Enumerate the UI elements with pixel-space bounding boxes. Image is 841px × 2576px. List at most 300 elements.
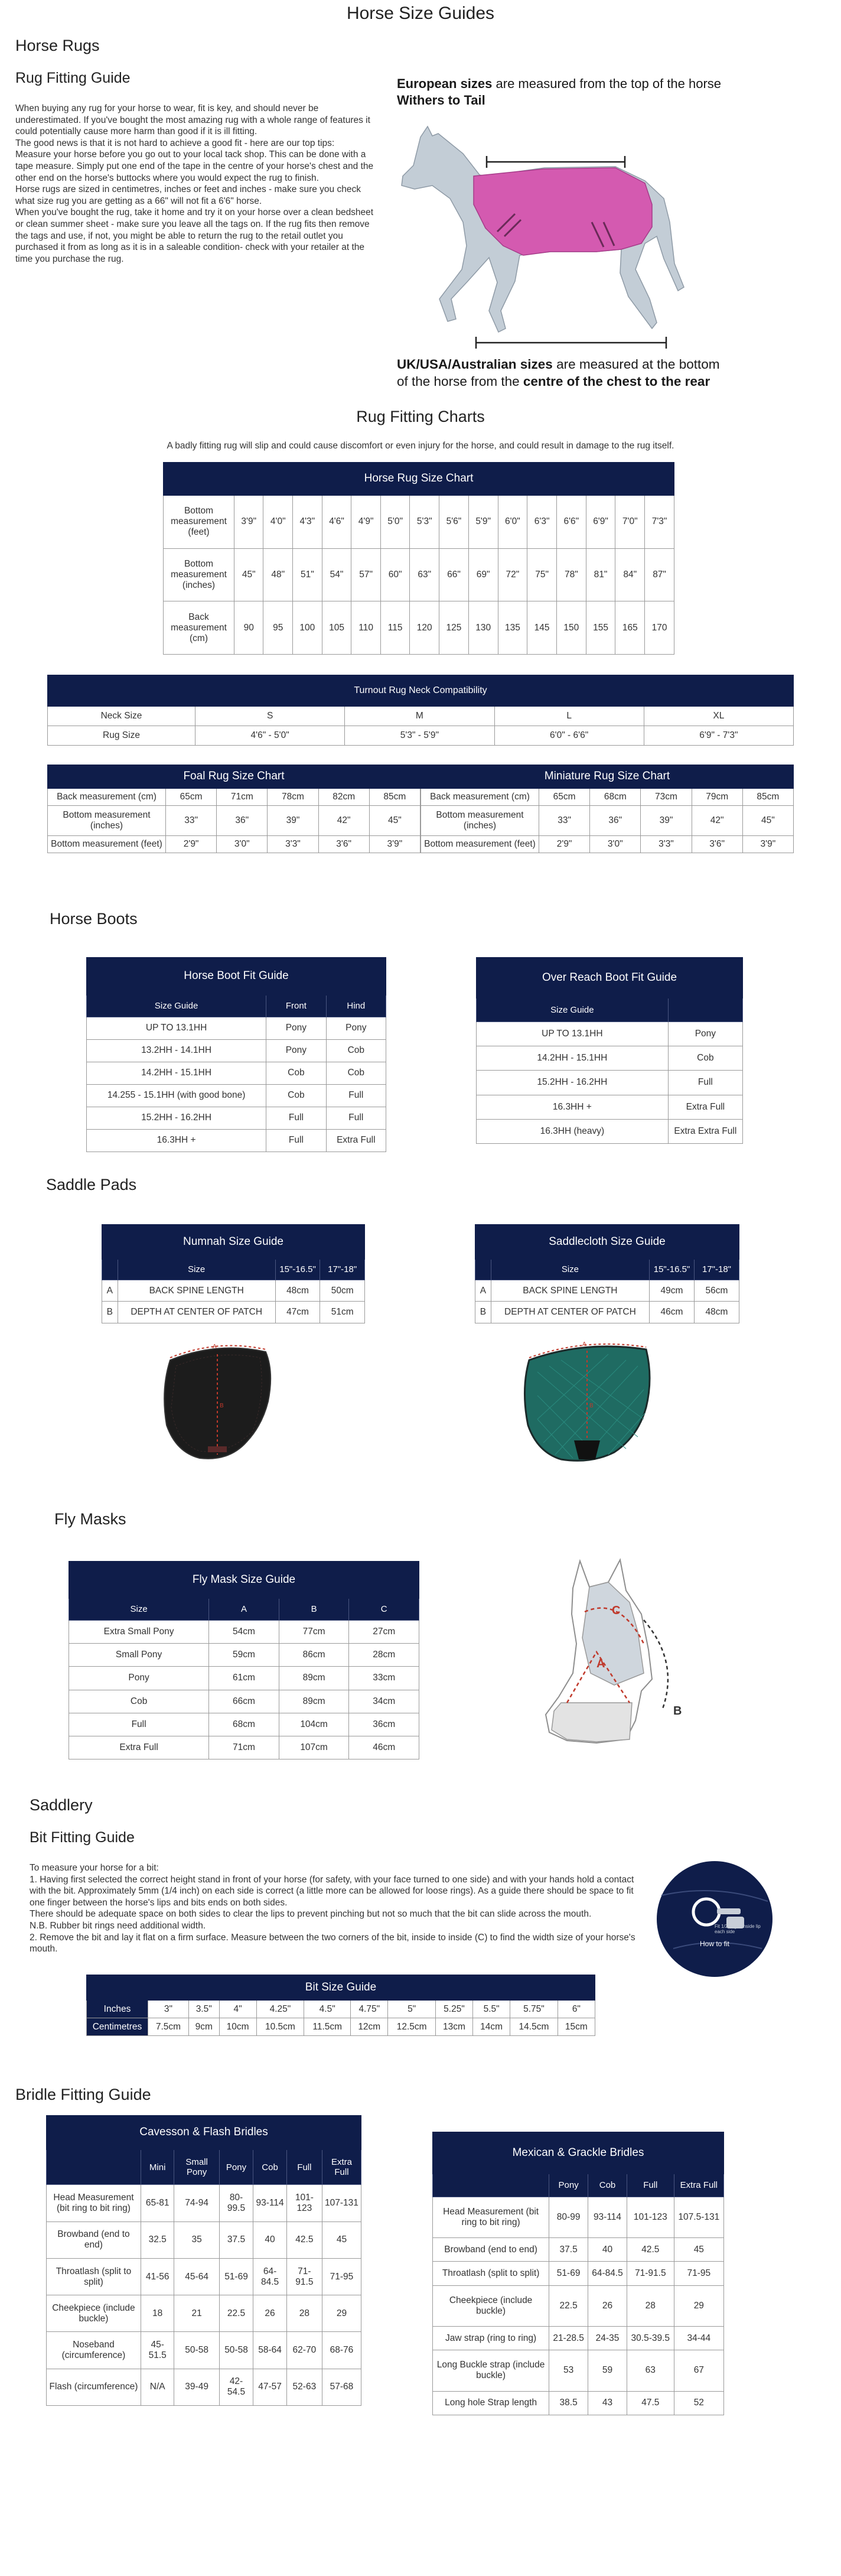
row-label: Bottom measurement (inches)	[421, 806, 539, 835]
row-label: Small Pony	[69, 1644, 209, 1667]
table-cell: 120	[410, 601, 439, 655]
table-cell: 7.5cm	[148, 2018, 189, 2036]
table-cell: 45"	[369, 806, 420, 835]
mask-eye-shape	[582, 1582, 644, 1685]
column-header	[47, 2149, 141, 2184]
table-cell: 14cm	[473, 2018, 510, 2036]
table-cell: 80-99.5	[219, 2185, 253, 2222]
column-header: Size Guide	[87, 995, 266, 1017]
table-cell: 57"	[351, 548, 380, 601]
horse-rug-diagram	[397, 110, 692, 353]
table-cell: 3'9"	[742, 835, 793, 853]
table-cell: 26	[253, 2295, 287, 2332]
table-cell: Full	[266, 1107, 326, 1129]
table-cell: 47.5	[627, 2391, 674, 2415]
column-header: 15"-16.5"	[275, 1259, 320, 1280]
table-cell: 7'3"	[645, 495, 674, 548]
table-cell: 33cm	[349, 1667, 419, 1690]
table-row	[164, 548, 674, 601]
table-cell: 101-123	[286, 2185, 322, 2222]
withers-to-tail-bold: Withers to Tail	[397, 93, 485, 108]
table-cell: 42-54.5	[219, 2369, 253, 2405]
table-row	[48, 788, 420, 805]
table-row	[477, 1119, 743, 1143]
numnah-mark: A	[213, 1344, 217, 1350]
row-label: Extra Small Pony	[69, 1621, 209, 1644]
table-row	[433, 2326, 724, 2350]
table-cell: 21	[174, 2295, 219, 2332]
table-cell: 5.5"	[473, 2001, 510, 2018]
table-row	[87, 1107, 386, 1129]
table-cell: XL	[644, 706, 793, 726]
table-cell: 6'0" - 6'6"	[494, 726, 644, 745]
table-cell: 165	[615, 601, 645, 655]
row-label: Pony	[69, 1667, 209, 1690]
table-cell: 3'6"	[692, 835, 742, 853]
table-cell: 4.25"	[256, 2001, 304, 2018]
table-title: Miniature Rug Size Chart	[421, 765, 794, 789]
mask-nose-shape	[552, 1703, 632, 1742]
table-cell: Full	[326, 1084, 386, 1107]
page-title: Horse Size Guides	[346, 4, 495, 23]
column-header: Full	[627, 2174, 674, 2197]
table-row	[433, 2350, 724, 2391]
column-header: C	[349, 1598, 419, 1621]
table-row	[164, 495, 674, 548]
table-cell: 37.5	[219, 2222, 253, 2258]
table-cell: 71cm	[217, 788, 268, 805]
table-cell: Cob	[266, 1084, 326, 1107]
row-label: 14.2HH - 15.1HH	[87, 1062, 266, 1084]
column-header: Size	[491, 1259, 649, 1280]
table-cell: 110	[351, 601, 380, 655]
row-label: Bottom measurement (feet)	[48, 835, 166, 853]
row-label: Centimetres	[87, 2018, 148, 2036]
row-label: Head Measurement (bit ring to bit ring)	[47, 2185, 141, 2222]
table-cell: 78cm	[268, 788, 318, 805]
table-cell: 6'9"	[586, 495, 615, 548]
table-cell: 89cm	[279, 1690, 349, 1713]
table-cell: 38.5	[549, 2391, 588, 2415]
row-label: A	[475, 1280, 491, 1302]
table-cell: 6'3"	[527, 495, 557, 548]
table-cell: 63"	[410, 548, 439, 601]
column-header: Mini	[141, 2149, 174, 2184]
table-cell: 5.25"	[435, 2001, 472, 2018]
table-cell: 107.5-131	[674, 2197, 723, 2237]
table-cell: 47-57	[253, 2369, 287, 2405]
table-cell: 32.5	[141, 2222, 174, 2258]
table-cell: 84"	[615, 548, 645, 601]
table-cell: 115	[380, 601, 409, 655]
table-row	[164, 601, 674, 655]
fly-mark: B	[673, 1705, 682, 1718]
horse-rug-size-chart	[163, 462, 674, 655]
column-header: Hind	[326, 995, 386, 1017]
table-cell: Cob	[668, 1046, 742, 1071]
table-cell: Full	[266, 1129, 326, 1152]
table-title: Horse Boot Fit Guide	[87, 958, 386, 996]
table-cell: 71-95	[674, 2262, 723, 2285]
row-label: Cob	[69, 1690, 209, 1713]
table-cell: 75"	[527, 548, 557, 601]
table-cell: 48cm	[275, 1280, 320, 1302]
row-label: A	[102, 1280, 118, 1302]
section-title-saddlery: Saddlery	[30, 1796, 93, 1814]
table-row	[433, 2391, 724, 2415]
table-cell: 130	[468, 601, 498, 655]
table-cell: 29	[322, 2295, 361, 2332]
row-label: Back measurement (cm)	[421, 788, 539, 805]
table-cell: 170	[645, 601, 674, 655]
table-cell: 45-64	[174, 2258, 219, 2295]
table-cell: 107-131	[322, 2185, 361, 2222]
table-cell: 28	[627, 2285, 674, 2326]
row-label: Extra Full	[69, 1736, 209, 1759]
row-label: B	[102, 1302, 118, 1323]
table-cell: Pony	[668, 1022, 742, 1046]
table-cell: 39-49	[174, 2369, 219, 2405]
table-cell: 21-28.5	[549, 2326, 588, 2350]
table-title: Bit Size Guide	[87, 1975, 595, 2001]
table-cell: 68cm	[209, 1713, 279, 1736]
table-title: Cavesson & Flash Bridles	[47, 2116, 361, 2150]
table-cell: 65cm	[539, 788, 590, 805]
row-label: 16.3HH (heavy)	[477, 1119, 669, 1143]
table-title: Foal Rug Size Chart	[48, 765, 420, 789]
table-cell: 3'6"	[318, 835, 369, 853]
european-sizes-bold: European sizes	[397, 76, 493, 91]
table-cell: 40	[253, 2222, 287, 2258]
table-cell: 51"	[292, 548, 322, 601]
table-cell: 74-94	[174, 2185, 219, 2222]
numnah-mark: B	[220, 1403, 224, 1409]
table-cell: 5'6"	[439, 495, 469, 548]
table-header-row	[477, 998, 743, 1022]
row-label: UP TO 13.1HH	[87, 1017, 266, 1039]
table-cell: 86cm	[279, 1644, 349, 1667]
table-cell: 95	[263, 601, 292, 655]
table-cell: 62-70	[286, 2332, 322, 2369]
table-cell: 4'6" - 5'0"	[195, 726, 345, 745]
table-header-row	[102, 1259, 365, 1280]
row-label: Neck Size	[48, 706, 195, 726]
table-header-row	[47, 2149, 361, 2184]
table-cell: 4'0"	[263, 495, 292, 548]
table-cell: 3'9"	[234, 495, 263, 548]
table-header-row	[433, 2174, 724, 2197]
table-cell: 3.5"	[188, 2001, 219, 2018]
section-title-horse-boots: Horse Boots	[50, 910, 138, 928]
table-cell: 49cm	[650, 1280, 695, 1302]
table-cell: 85cm	[369, 788, 420, 805]
fly-mask-size-guide	[69, 1561, 419, 1759]
table-title: Numnah Size Guide	[102, 1225, 365, 1260]
table-cell: 22.5	[549, 2285, 588, 2326]
table-row	[433, 2285, 724, 2326]
table-cell: 10cm	[219, 2018, 256, 2036]
table-cell: 64-84.5	[253, 2258, 287, 2295]
table-cell: Cob	[326, 1062, 386, 1084]
table-header-row	[475, 1259, 739, 1280]
table-cell: 4'9"	[351, 495, 380, 548]
column-header: Cob	[253, 2149, 287, 2184]
table-cell: 39"	[641, 806, 692, 835]
table-cell: S	[195, 706, 345, 726]
table-cell: 41-56	[141, 2258, 174, 2295]
uk-sizes-caption: UK/USA/Australian sizes are measured at the bottom of the horse from the centre of the chest to the rear	[397, 357, 720, 389]
row-label: Long hole Strap length	[433, 2391, 549, 2415]
table-cell: Extra Extra Full	[668, 1119, 742, 1143]
table-cell: 104cm	[279, 1713, 349, 1736]
table-cell: 52-63	[286, 2369, 322, 2405]
table-row	[477, 1095, 743, 1119]
table-cell: 5'0"	[380, 495, 409, 548]
section-title-horse-rugs: Horse Rugs	[15, 37, 100, 54]
table-cell: Full	[326, 1107, 386, 1129]
table-cell: 57-68	[322, 2369, 361, 2405]
table-cell: Extra Full	[326, 1129, 386, 1152]
table-cell: 45-51.5	[141, 2332, 174, 2369]
table-cell: 42.5	[286, 2222, 322, 2258]
table-cell: 43	[588, 2391, 627, 2415]
column-header: Cob	[588, 2174, 627, 2197]
table-row	[47, 2222, 361, 2258]
table-cell: 15cm	[558, 2018, 595, 2036]
table-cell: 58-64	[253, 2332, 287, 2369]
table-cell: 2'9"	[539, 835, 590, 853]
column-header: A	[209, 1598, 279, 1621]
table-row	[433, 2197, 724, 2237]
horse-boot-fit-guide	[86, 957, 386, 1152]
rug-paragraph: Measure your horse before you go out to your local tack shop. This can be done with a tape measure. Simply put one end of the tape in the centre of your horse's chest and the other end on the horse's buttocks where you would expect the rug to finish.	[15, 149, 374, 183]
row-label: Browband (end to end)	[433, 2238, 549, 2262]
row-label: 14.255 - 15.1HH (with good bone)	[87, 1084, 266, 1107]
table-row	[87, 1062, 386, 1084]
table-cell: 28cm	[349, 1644, 419, 1667]
table-cell: 6"	[558, 2001, 595, 2018]
miniature-rug-size-chart	[420, 765, 794, 853]
column-header: 15"-16.5"	[650, 1259, 695, 1280]
table-row	[69, 1736, 419, 1759]
bit-fitting-guide-title: Bit Fitting Guide	[30, 1829, 135, 1846]
table-cell: 65-81	[141, 2185, 174, 2222]
table-cell: 50-58	[219, 2332, 253, 2369]
turnout-rug-neck-compatibility	[47, 675, 794, 746]
table-row	[433, 2238, 724, 2262]
rug-paragraph: When you've bought the rug, take it home and try it on your horse over a clean bedsheet or clean summer sheet - make sure you leave all the tags on. If the rug fits then remove the tags and use, if not, you might be able to return the rug to the retail outlet you purchased it from as long as it is in a saleable condition- check with your retailer at the time you purchase the rug.	[15, 207, 374, 264]
rug-paragraph: When buying any rug for your horse to wear, fit is key, and should never be underestimated. If you've bought the most amazing rug with a whole range of features it could potentially cause more harm than good if it is ill fitting.	[15, 103, 370, 137]
table-row	[477, 1071, 743, 1095]
table-cell: 18	[141, 2295, 174, 2332]
table-row	[87, 1039, 386, 1062]
fly-mark: A	[596, 1657, 605, 1670]
table-cell: 65cm	[166, 788, 217, 805]
table-cell: 46cm	[650, 1302, 695, 1323]
table-cell: 22.5	[219, 2295, 253, 2332]
rug-fitting-guide-title: Rug Fitting Guide	[15, 70, 131, 86]
table-cell: 3'0"	[217, 835, 268, 853]
table-row	[87, 2001, 595, 2018]
row-label: Bottom measurement (feet)	[421, 835, 539, 853]
table-cell: 9cm	[188, 2018, 219, 2036]
table-row	[69, 1667, 419, 1690]
table-cell: 150	[556, 601, 586, 655]
table-cell: Cob	[326, 1039, 386, 1062]
table-row	[475, 1302, 739, 1323]
table-row	[87, 1084, 386, 1107]
table-cell: 36"	[590, 806, 641, 835]
table-cell: 61cm	[209, 1667, 279, 1690]
table-cell: 27cm	[349, 1621, 419, 1644]
table-row	[48, 806, 420, 835]
table-cell: 46cm	[349, 1736, 419, 1759]
table-cell: 54cm	[209, 1621, 279, 1644]
table-row	[47, 2258, 361, 2295]
table-cell: N/A	[141, 2369, 174, 2405]
row-label: Cheekpiece (include buckle)	[433, 2285, 549, 2326]
table-cell: 68-76	[322, 2332, 361, 2369]
table-cell: Extra Full	[668, 1095, 742, 1119]
table-cell: 4.75"	[351, 2001, 388, 2018]
table-cell: 30.5-39.5	[627, 2326, 674, 2350]
over-reach-boot-fit-guide	[476, 957, 743, 1144]
table-row	[421, 806, 794, 835]
table-cell: 105	[322, 601, 351, 655]
table-cell: 71-95	[322, 2258, 361, 2295]
rug-fitting-charts-title: Rug Fitting Charts	[356, 408, 485, 425]
table-row	[477, 1022, 743, 1046]
table-cell: 66cm	[209, 1690, 279, 1713]
row-label: Flash (circumference)	[47, 2369, 141, 2405]
table-cell: 52	[674, 2391, 723, 2415]
table-cell: M	[345, 706, 494, 726]
row-label: Full	[69, 1713, 209, 1736]
table-cell: 35	[174, 2222, 219, 2258]
table-cell: 66"	[439, 548, 469, 601]
table-row	[48, 726, 794, 745]
table-cell: 59cm	[209, 1644, 279, 1667]
table-cell: DEPTH AT CENTER OF PATCH	[118, 1302, 275, 1323]
table-cell: BACK SPINE LENGTH	[118, 1280, 275, 1302]
row-label: Rug Size	[48, 726, 195, 745]
table-cell: 64-84.5	[588, 2262, 627, 2285]
column-header: Pony	[219, 2149, 253, 2184]
column-header	[433, 2174, 549, 2197]
table-cell: 42.5	[627, 2238, 674, 2262]
column-header: Size	[118, 1259, 275, 1280]
badge-text: Fit 1/2 finger inside lip each side	[715, 1924, 761, 1934]
cavesson-flash-bridles-table	[46, 2115, 361, 2406]
bit-size-guide	[86, 1975, 595, 2036]
row-label: UP TO 13.1HH	[477, 1022, 669, 1046]
table-cell: 26	[588, 2285, 627, 2326]
table-cell: 53	[549, 2350, 588, 2391]
row-label: Head Measurement (bit ring to bit ring)	[433, 2197, 549, 2237]
table-row	[102, 1280, 365, 1302]
table-row	[47, 2295, 361, 2332]
row-label: 16.3HH +	[477, 1095, 669, 1119]
section-title-saddle-pads: Saddle Pads	[46, 1176, 137, 1193]
row-label: Cheekpiece (include buckle)	[47, 2295, 141, 2332]
saddlecloth-diagram	[520, 1336, 656, 1468]
table-cell: 37.5	[549, 2238, 588, 2262]
table-cell: 93-114	[588, 2197, 627, 2237]
row-label: 14.2HH - 15.1HH	[477, 1046, 669, 1071]
saddlecloth-size-guide	[475, 1224, 739, 1323]
bit-fitting-text: To measure your horse for a bit: 1. Having first selected the correct height stand in front of your horse (for safety, with your face turned to one side) and with your hands hold a contact with the bit. Approximately 5mm (1/4 inch) on each side is correct (a little more can be allowed for loose rings). As a guide there should be space to fit one finger between the horse's lips and bits ends on both sides. There should be adequate space on both sides to clear the lips to prevent pinching but not so much that the bit can slide across the mouth. N.B. Rubber bit rings need additional width. 2. Remove the bit and lay it flat on a firm surface. Measure between the two corners of the bit, inside to inside (C) to find the width size of your horse's mouth.	[30, 1863, 635, 1954]
table-cell: 5'3"	[410, 495, 439, 548]
table-cell: 33"	[539, 806, 590, 835]
table-row	[47, 2185, 361, 2222]
table-cell: 36cm	[349, 1713, 419, 1736]
table-cell: 145	[527, 601, 557, 655]
table-cell: 100	[292, 601, 322, 655]
table-header-row	[87, 995, 386, 1017]
table-cell: 60"	[380, 548, 409, 601]
table-cell: 56cm	[695, 1280, 739, 1302]
table-cell: 42"	[692, 806, 742, 835]
table-cell: 80-99	[549, 2197, 588, 2237]
european-sizes-caption: European sizes are measured from the top of the horse Withers to Tail	[397, 76, 722, 108]
row-label: Bottom measurement (inches)	[48, 806, 166, 835]
table-row	[477, 1046, 743, 1071]
row-label: Bottom measurement (feet)	[164, 495, 234, 548]
table-cell: 48"	[263, 548, 292, 601]
table-cell: 36"	[217, 806, 268, 835]
table-cell: Pony	[266, 1039, 326, 1062]
table-cell: 59	[588, 2350, 627, 2391]
fly-mark: C	[612, 1604, 621, 1617]
rug-paragraph: Horse rugs are sized in centimetres, inches or feet and inches - make sure you check what size rug you are getting as a 66" will not fit a 6'6" horse.	[15, 184, 361, 206]
table-cell: 155	[586, 601, 615, 655]
table-cell: Pony	[326, 1017, 386, 1039]
column-header: 17"-18"	[695, 1259, 739, 1280]
table-cell: 5"	[388, 2001, 436, 2018]
row-label: B	[475, 1302, 491, 1323]
table-cell: 71-91.5	[627, 2262, 674, 2285]
table-cell: BACK SPINE LENGTH	[491, 1280, 649, 1302]
badge-circle	[657, 1861, 772, 1977]
table-title: Over Reach Boot Fit Guide	[477, 958, 743, 998]
numnah-size-guide	[102, 1224, 365, 1323]
table-row	[433, 2262, 724, 2285]
table-cell: 12.5cm	[388, 2018, 436, 2036]
numnah-diagram	[158, 1336, 276, 1468]
table-cell: Cob	[266, 1062, 326, 1084]
table-cell: 3'0"	[590, 835, 641, 853]
table-cell: 3"	[148, 2001, 189, 2018]
table-cell: 34-44	[674, 2326, 723, 2350]
column-header	[475, 1259, 491, 1280]
table-row	[69, 1713, 419, 1736]
row-label: Throatlash (split to split)	[47, 2258, 141, 2295]
table-cell: 81"	[586, 548, 615, 601]
table-title: Saddlecloth Size Guide	[475, 1225, 739, 1260]
table-cell: 4'6"	[322, 495, 351, 548]
table-cell: 14.5cm	[510, 2018, 558, 2036]
table-cell: 6'9" - 7'3"	[644, 726, 793, 745]
table-cell: 71cm	[209, 1736, 279, 1759]
table-cell: 51-69	[549, 2262, 588, 2285]
table-cell: 5.75"	[510, 2001, 558, 2018]
table-title: Fly Mask Size Guide	[69, 1562, 419, 1599]
table-cell: DEPTH AT CENTER OF PATCH	[491, 1302, 649, 1323]
table-cell: 4"	[219, 2001, 256, 2018]
row-label: Back measurement (cm)	[164, 601, 234, 655]
table-cell: 4'3"	[292, 495, 322, 548]
column-header: Extra Full	[674, 2174, 723, 2197]
